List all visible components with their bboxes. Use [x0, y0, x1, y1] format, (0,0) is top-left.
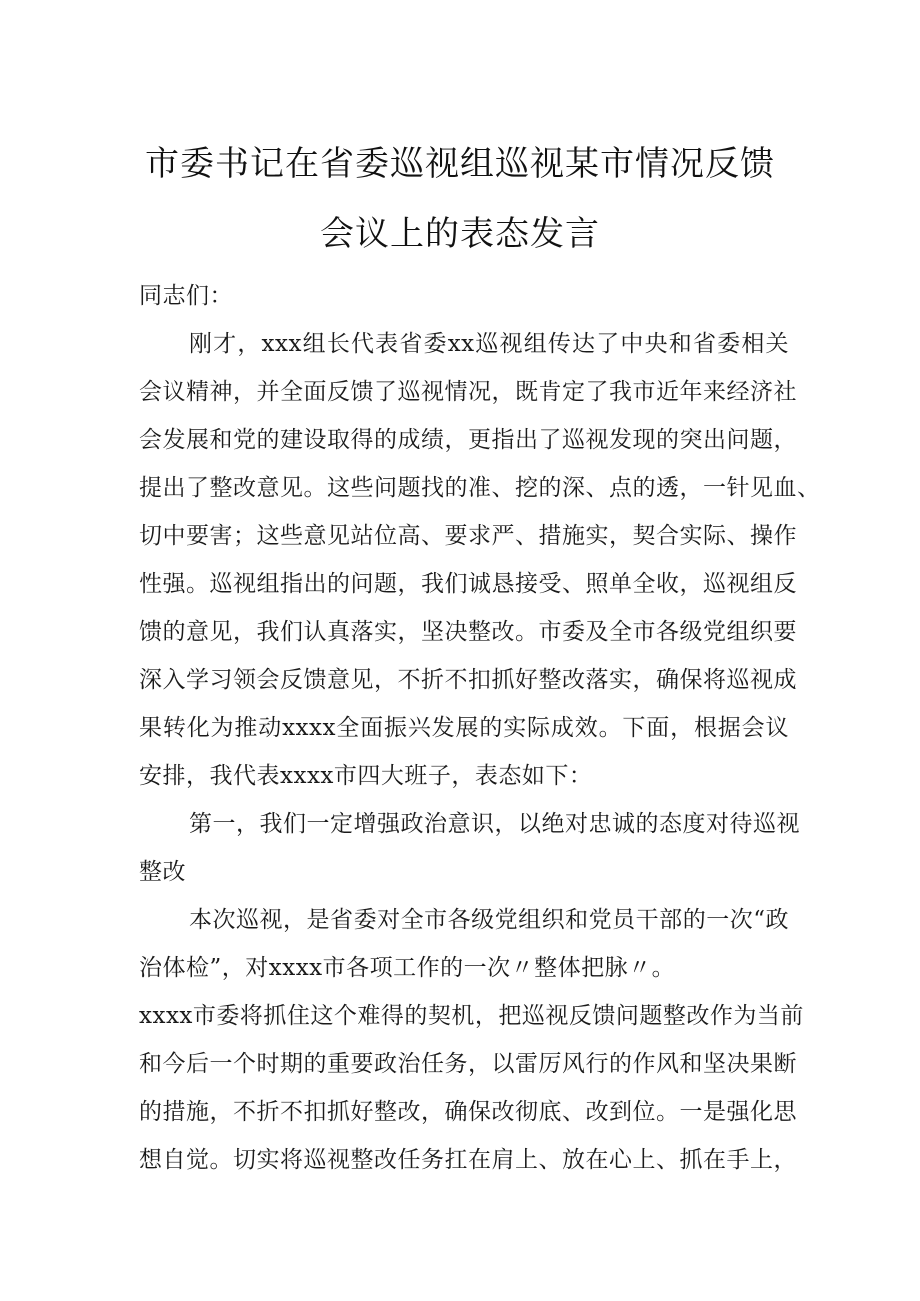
section-heading-1-line: 第一，我们一定增强政治意识，以绝对忠诚的态度对待巡视 [189, 811, 800, 837]
document-title-line-1: 市委书记在省委巡视组巡视某市情况反馈 [145, 144, 775, 184]
paragraph-1-line: 性强。巡视组指出的问题，我们诚恳接受、照单全收，巡视组反 [139, 571, 797, 597]
section-heading-1-line: 整改 [139, 859, 186, 885]
paragraph-2-line: 想自觉。切实将巡视整改任务扛在肩上、放在心上、抓在手上， [139, 1147, 797, 1173]
paragraph-1-line: 会发展和党的建设取得的成绩，更指出了巡视发现的突出问题， [139, 427, 797, 453]
paragraph-1-line: 提出了整改意见。这些问题找的准、挖的深、点的透，一针见血、 [139, 475, 821, 501]
paragraph-1-line: 馈的意见，我们认真落实，坚决整改。市委及全市各级党组织要 [139, 619, 797, 645]
salutation: 同志们： [139, 283, 233, 309]
paragraph-1-line: 会议精神，并全面反馈了巡视情况，既肯定了我市近年来经济社 [139, 379, 797, 405]
paragraph-1-line: 安排，我代表xxxx市四大班子，表态如下： [139, 763, 593, 789]
paragraph-2-line: xxxx市委将抓住这个难得的契机，把巡视反馈问题整改作为当前 [139, 1003, 804, 1029]
paragraph-2-line: 和今后一个时期的重要政治任务，以雷厉风行的作风和坚决果断 [139, 1051, 797, 1077]
paragraph-2-line: 的措施，不折不扣抓好整改，确保改彻底、改到位。一是强化思 [139, 1099, 797, 1125]
document-title-line-2: 会议上的表态发言 [320, 214, 600, 254]
paragraph-1-line: 刚才，xxx组长代表省委xx巡视组传达了中央和省委相关 [189, 331, 789, 357]
paragraph-1-line: 切中要害；这些意见站位高、要求严、措施实，契合实际、操作 [139, 523, 797, 549]
paragraph-1-line: 果转化为推动xxxx全面振兴发展的实际成效。下面，根据会议 [139, 715, 789, 741]
paragraph-1-line: 深入学习领会反馈意见，不折不扣抓好整改落实，确保将巡视成 [139, 667, 797, 693]
paragraph-2-line: 治体检”，对xxxx市各项工作的一次〃整体把脉〃。 [139, 955, 676, 981]
paragraph-2-line: 本次巡视，是省委对全市各级党组织和党员干部的一次“政 [189, 907, 789, 933]
